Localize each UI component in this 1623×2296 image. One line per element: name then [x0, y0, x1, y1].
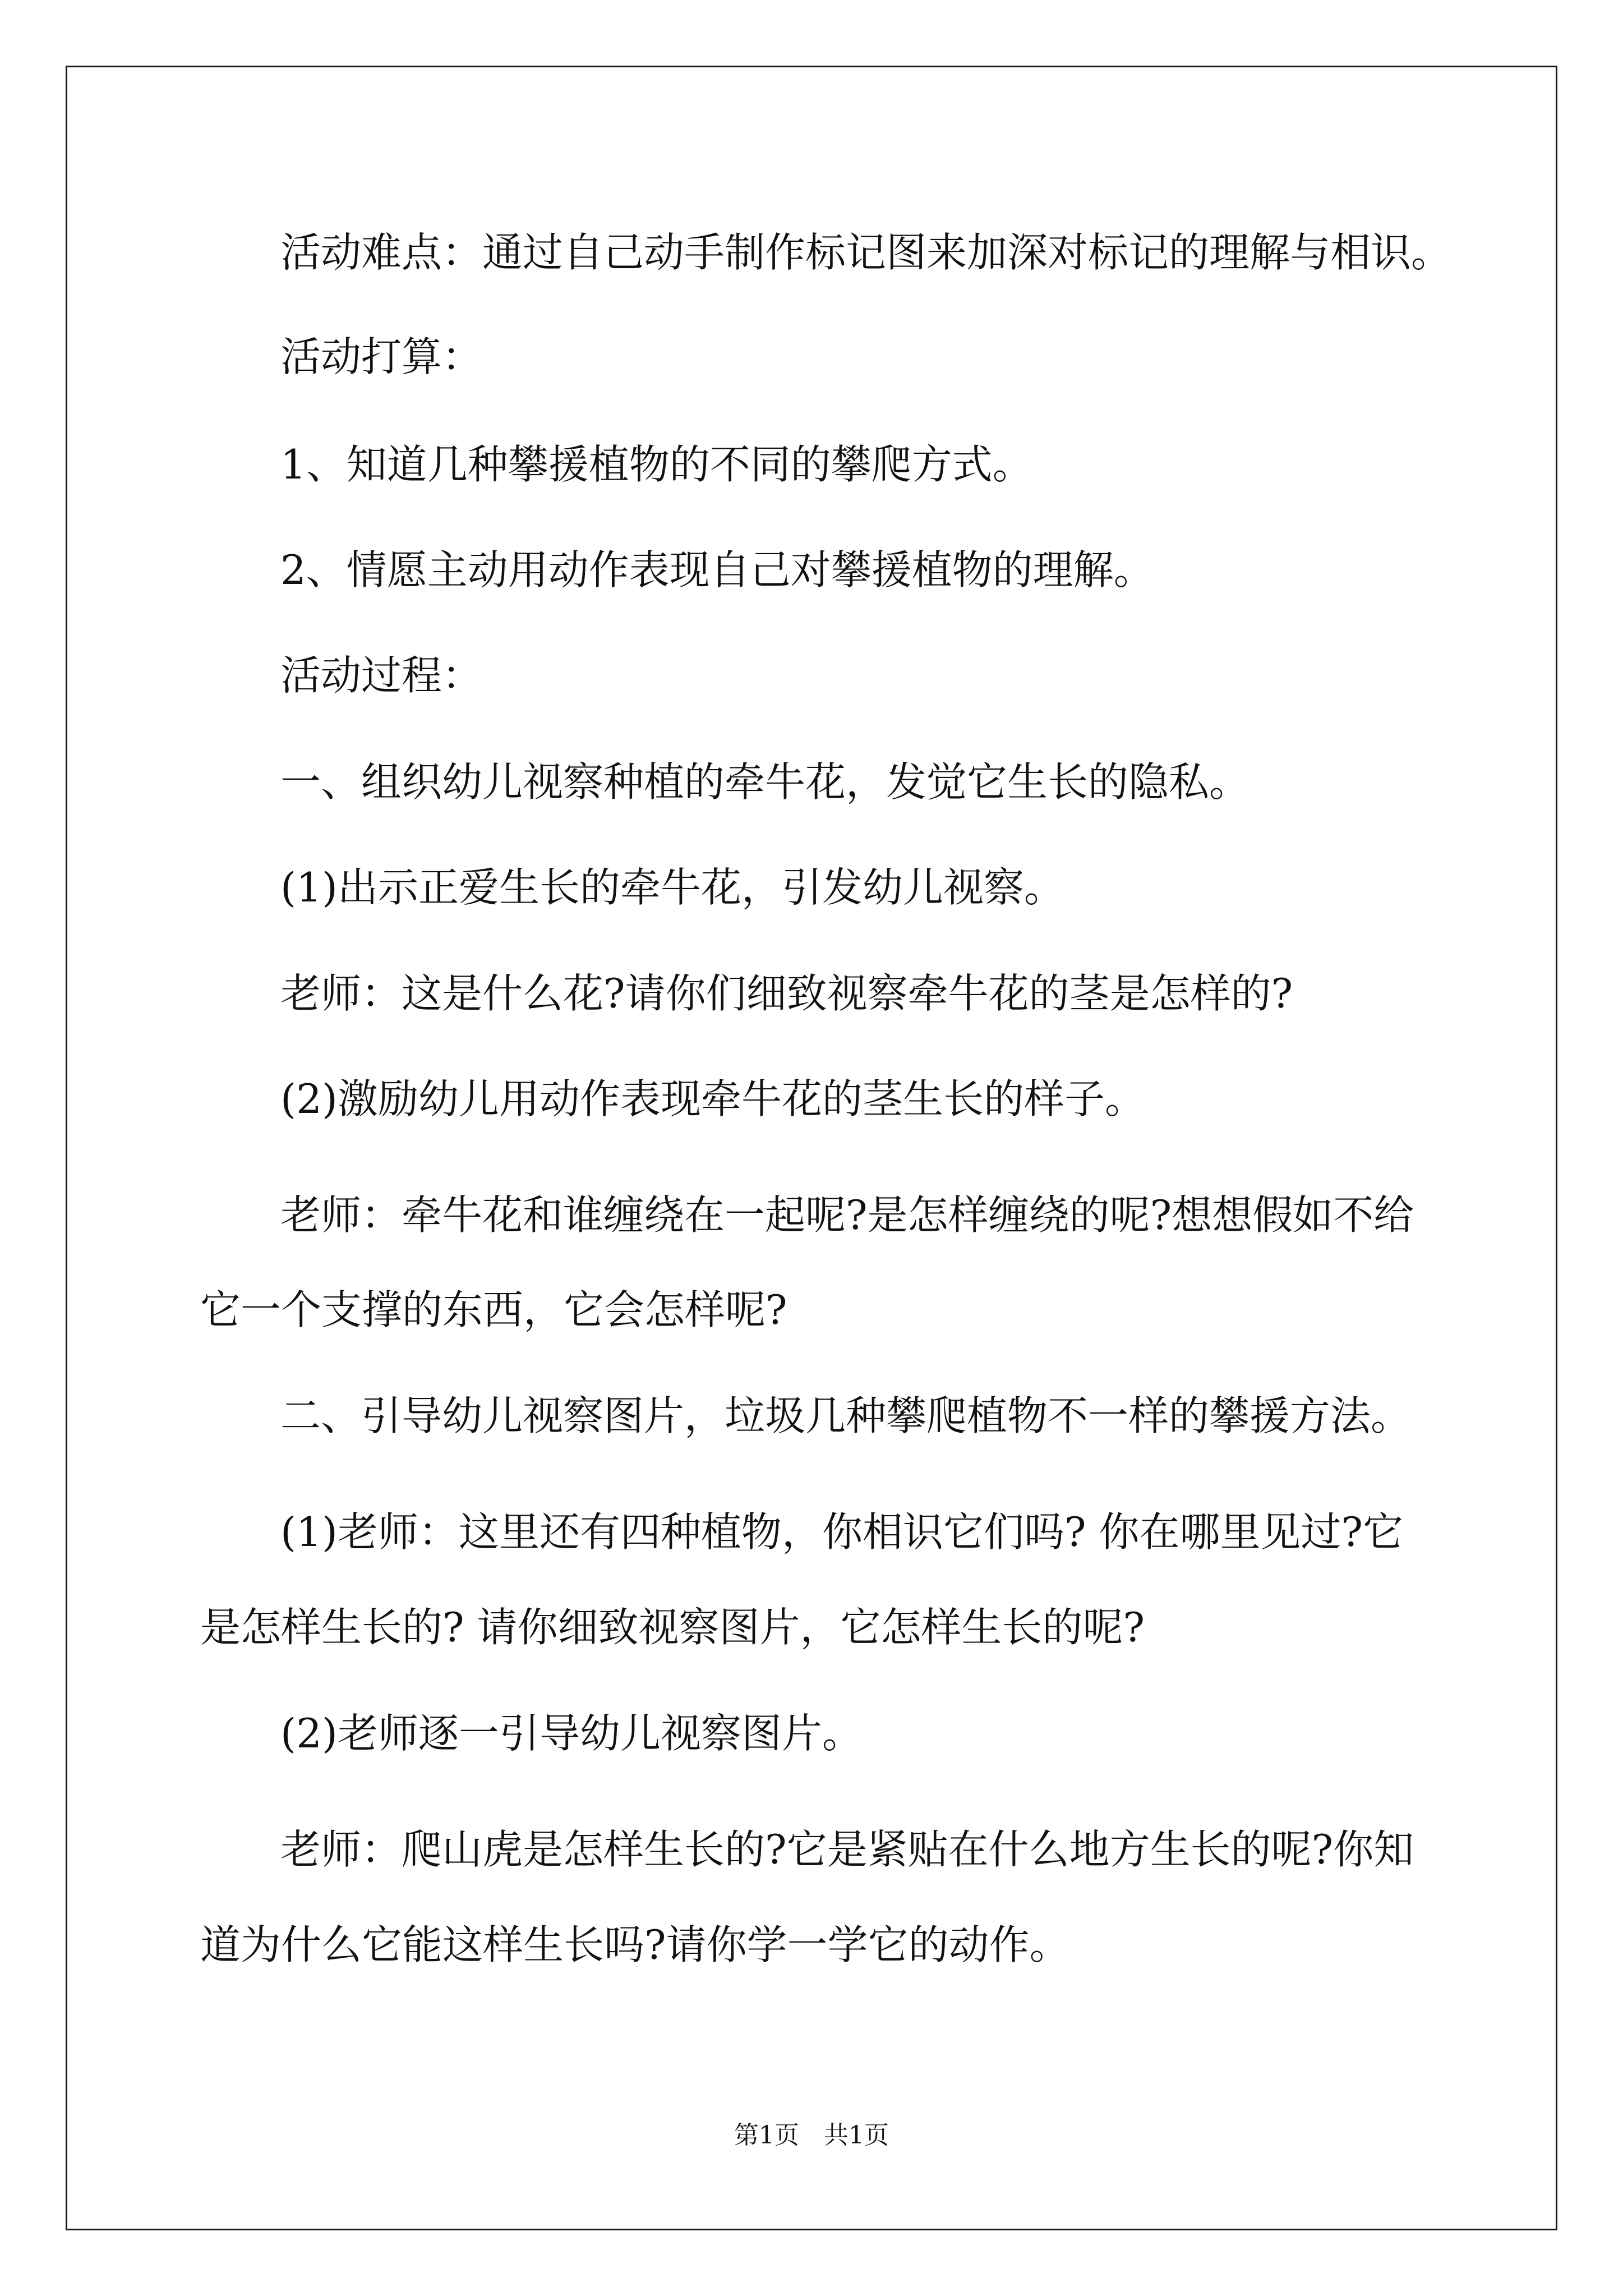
text-line: 活动过程： — [280, 652, 483, 699]
text-line: 二、引导幼儿视察图片，垃圾几种攀爬植物不一样的攀援方法。 — [280, 1392, 1412, 1439]
text-line: 是怎样生长的? 请你细致视察图片，它怎样生长的呢? — [200, 1604, 1145, 1651]
text-line: (2)老师逐一引导幼儿视察图片。 — [280, 1710, 863, 1757]
text-line: 1、知道几种攀援植物的不同的攀爬方式。 — [280, 441, 1033, 488]
text-line: 一、组织幼儿视察种植的牵牛花，发觉它生长的隐私。 — [280, 758, 1250, 806]
text-line: 老师：这是什么花?请你们细致视察牵牛花的茎是怎样的? — [280, 970, 1293, 1017]
text-line: (2)激励幼儿用动作表现牵牛花的茎生长的样子。 — [280, 1075, 1145, 1122]
text-line: 活动难点：通过自己动手制作标记图来加深对标记的理解与相识。 — [280, 229, 1452, 276]
text-line: 2、情愿主动用动作表现自己对攀援植物的理解。 — [280, 546, 1154, 593]
text-line: 老师：爬山虎是怎样生长的?它是紧贴在什么地方生长的呢?你知 — [280, 1826, 1414, 1873]
text-line: (1)老师：这里还有四种植物，你相识它们吗? 你在哪里见过?它 — [280, 1508, 1404, 1556]
text-line: 道为什么它能这样生长吗?请你学一学它的动作。 — [200, 1921, 1070, 1968]
text-line: 老师：牵牛花和谁缠绕在一起呢?是怎样缠绕的呢?想想假如不给 — [280, 1191, 1414, 1239]
text-line: 它一个支撑的东西，它会怎样呢? — [200, 1286, 787, 1333]
page-border — [66, 66, 1557, 2230]
text-line: 活动打算： — [280, 333, 483, 380]
page-number-footer: 第1页 共1页 — [734, 2121, 889, 2150]
text-line: (1)出示正爱生长的牵牛花，引发幼儿视察。 — [280, 864, 1064, 911]
